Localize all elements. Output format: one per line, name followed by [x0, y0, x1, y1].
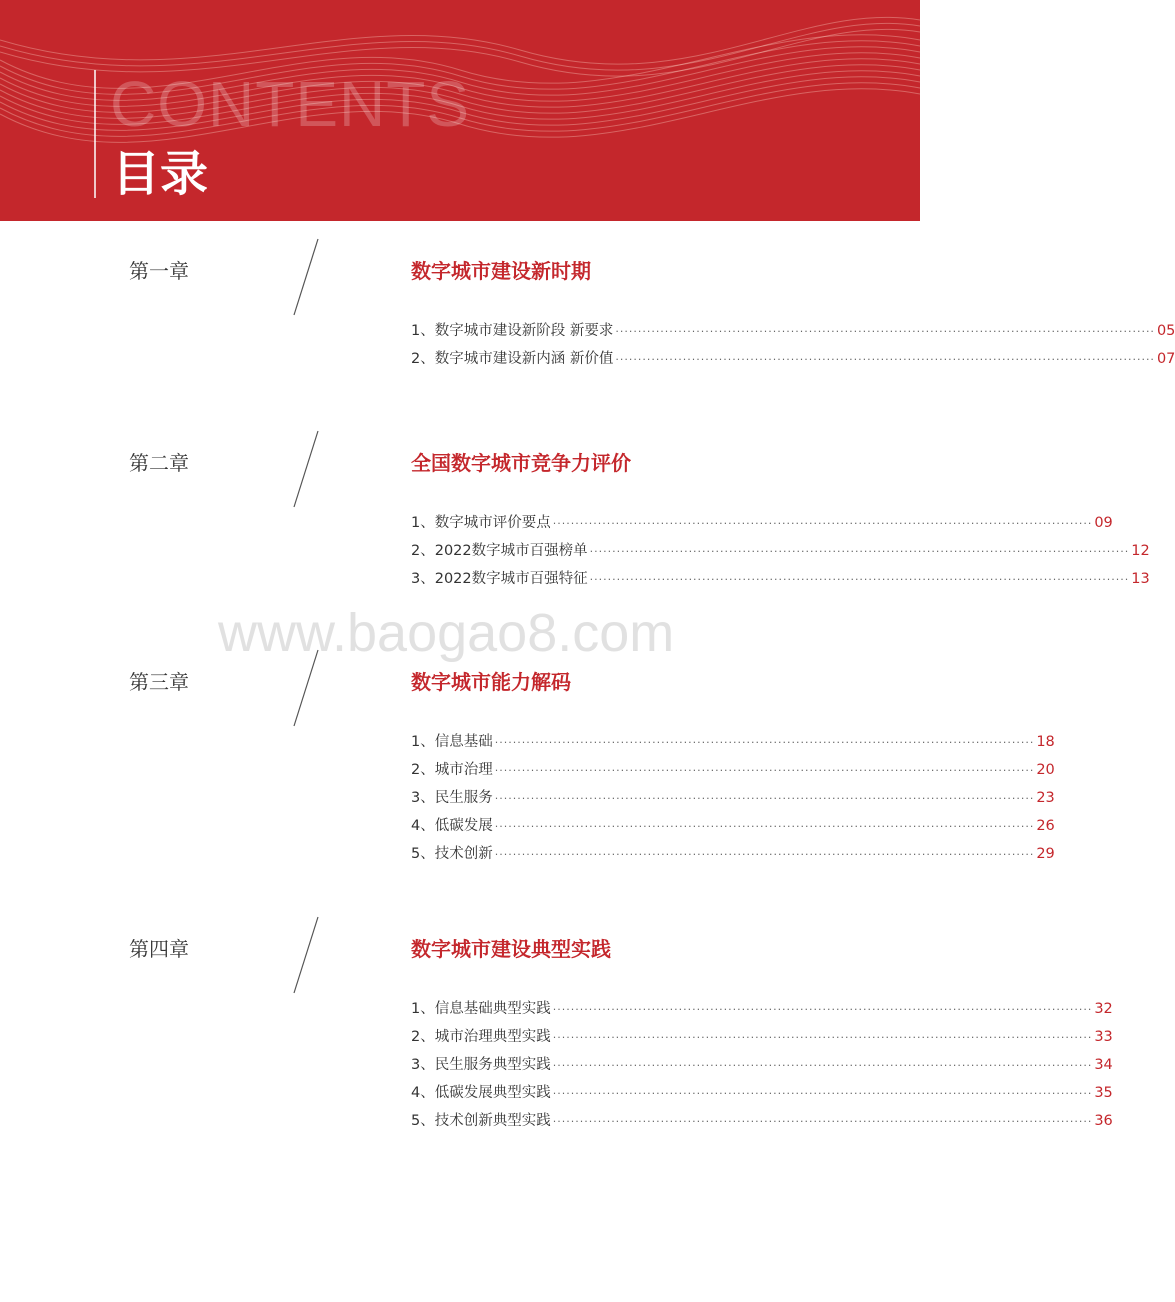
toc-list [411, 317, 1175, 373]
chapter-label: 第二章 [129, 451, 189, 475]
toc-page-number: 18 [1036, 734, 1055, 750]
toc-entry-title: 3、民生服务 [411, 790, 493, 806]
chapter-label: 第四章 [129, 937, 189, 961]
toc-page-number: 32 [1094, 1001, 1113, 1017]
toc-entry-title: 2、2022数字城市百强榜单 [411, 543, 588, 559]
toc-page-number: 05 [1156, 323, 1175, 339]
toc-entry-title: 3、民生服务典型实践 [411, 1057, 551, 1073]
chapter-divider-slash [290, 429, 322, 509]
toc-entry-title: 5、技术创新 [411, 846, 493, 862]
toc-page-number: 12 [1131, 543, 1150, 559]
toc-page-number: 34 [1094, 1057, 1113, 1073]
dot-leader: ························································································································ [589, 573, 1130, 586]
toc-entry[interactable] [411, 1051, 1113, 1079]
dot-leader: ························································································································ [552, 517, 1093, 530]
chapter-label: 第一章 [129, 259, 189, 283]
toc-page-number: 26 [1036, 818, 1055, 834]
toc-page-number: 13 [1131, 571, 1150, 587]
toc-entry-title: 1、信息基础 [411, 734, 493, 750]
toc-entry[interactable] [411, 1107, 1113, 1135]
dot-leader: ························································································································ [494, 764, 1035, 777]
toc-title: 目录 [112, 146, 209, 202]
toc-page-number: 33 [1094, 1029, 1113, 1045]
dot-leader: ························································································································ [552, 1059, 1093, 1072]
dot-leader: ························································································································ [494, 848, 1035, 861]
toc-entry[interactable] [411, 1079, 1113, 1107]
toc-entry-title: 4、低碳发展典型实践 [411, 1085, 551, 1101]
toc-entry-title: 4、低碳发展 [411, 818, 493, 834]
toc-entry-title: 2、城市治理 [411, 762, 493, 778]
toc-list [411, 728, 1055, 868]
toc-entry-title: 1、数字城市评价要点 [411, 515, 551, 531]
chapter-divider-slash [290, 648, 322, 728]
chapter-divider-slash [290, 915, 322, 995]
toc-entry-title: 2、数字城市建设新内涵 新价值 [411, 351, 614, 367]
toc-entry-title: 3、2022数字城市百强特征 [411, 571, 588, 587]
toc-entry[interactable] [411, 812, 1055, 840]
toc-list [411, 509, 1150, 593]
toc-page-number: 36 [1094, 1113, 1113, 1129]
toc-page-number: 07 [1156, 351, 1175, 367]
header-banner [0, 0, 920, 221]
toc-entry[interactable] [411, 784, 1055, 812]
chapter-title: 全国数字城市竞争力评价 [411, 451, 631, 475]
watermark: www.baogao8.com [218, 603, 675, 663]
toc-entry[interactable] [411, 728, 1055, 756]
chapter-title: 数字城市能力解码 [411, 670, 571, 694]
dot-leader: ························································································································ [615, 325, 1155, 338]
toc-page-number: 35 [1094, 1085, 1113, 1101]
dot-leader: ························································································································ [589, 545, 1130, 558]
toc-entry[interactable] [411, 840, 1055, 868]
toc-entry[interactable] [411, 995, 1113, 1023]
toc-entry[interactable] [411, 537, 1150, 565]
dot-leader: ························································································································ [494, 792, 1035, 805]
chapter-label: 第三章 [129, 670, 189, 694]
dot-leader: ························································································································ [494, 820, 1035, 833]
dot-leader: ························································································································ [552, 1031, 1093, 1044]
toc-entry[interactable] [411, 756, 1055, 784]
dot-leader: ························································································································ [552, 1087, 1093, 1100]
toc-list [411, 995, 1113, 1135]
chapter-title: 数字城市建设典型实践 [411, 937, 611, 961]
chapter-title: 数字城市建设新时期 [411, 259, 591, 283]
toc-entry[interactable] [411, 345, 1175, 373]
toc-page-number: 29 [1036, 846, 1055, 862]
toc-page-number: 23 [1036, 790, 1055, 806]
header-divider [94, 70, 96, 198]
toc-entry[interactable] [411, 317, 1175, 345]
dot-leader: ························································································································ [494, 736, 1035, 749]
dot-leader: ························································································································ [552, 1003, 1093, 1016]
toc-entry[interactable] [411, 565, 1150, 593]
toc-entry-title: 1、信息基础典型实践 [411, 1001, 551, 1017]
toc-entry-title: 5、技术创新典型实践 [411, 1113, 551, 1129]
toc-entry[interactable] [411, 1023, 1113, 1051]
toc-entry-title: 2、城市治理典型实践 [411, 1029, 551, 1045]
chapter-divider-slash [290, 237, 322, 317]
dot-leader: ························································································································ [552, 1115, 1093, 1128]
dot-leader: ························································································································ [615, 353, 1155, 366]
toc-entry[interactable] [411, 509, 1113, 537]
contents-heading: CONTENTS [110, 68, 470, 140]
toc-entry-title: 1、数字城市建设新阶段 新要求 [411, 323, 614, 339]
toc-page-number: 20 [1036, 762, 1055, 778]
toc-page-number: 09 [1094, 515, 1113, 531]
